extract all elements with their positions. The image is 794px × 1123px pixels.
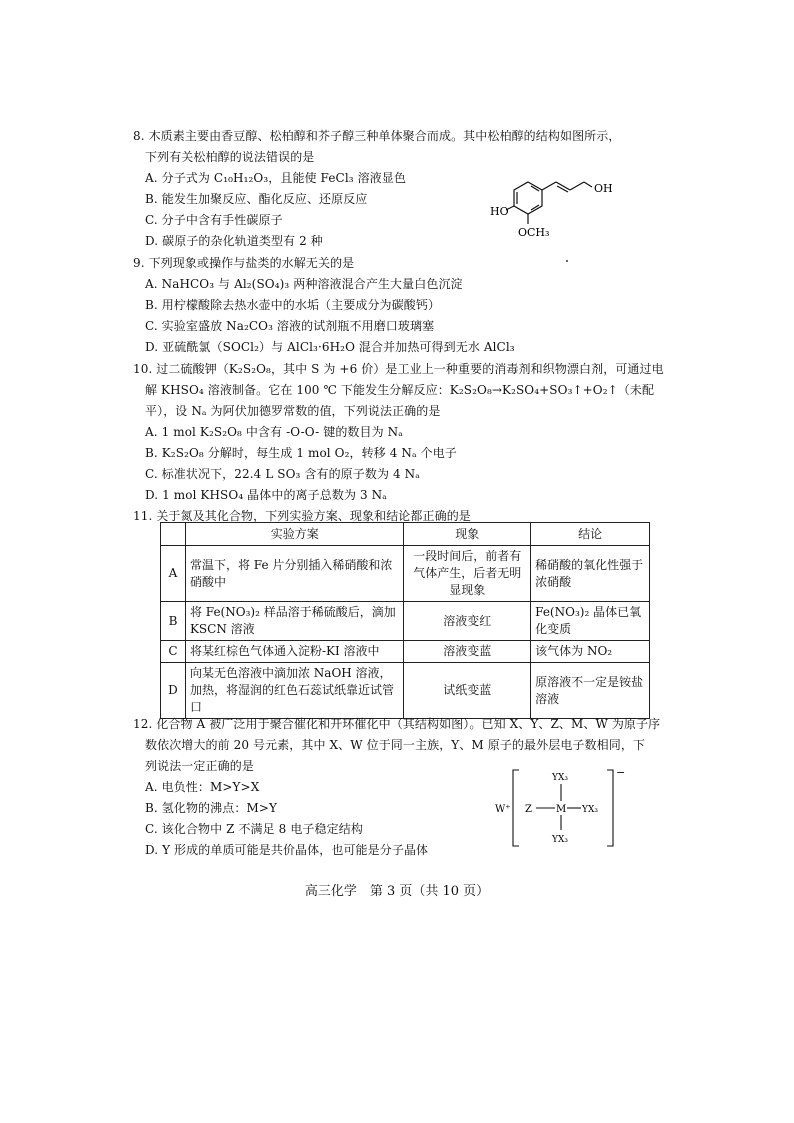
- q12-option-d: D. Y 形成的单质可能是共价晶体，也可能是分子晶体: [145, 843, 429, 857]
- table-row: [161, 641, 650, 663]
- row-conclusion: 稀硝酸的氧化性强于浓硝酸: [531, 546, 650, 602]
- table-row: [161, 602, 650, 641]
- q10-stem-line2: 解 KHSO₄ 溶液制备。它在 100 ℃ 下能发生分解反应：K₂S₂O₈→K₂SO₄+SO₃↑+O₂↑（未配: [145, 383, 655, 397]
- q9-option-d: D. 亚硫酰氯（SOCl₂）与 AlCl₃·6H₂O 混合并加热可得到无水 AlCl₃: [145, 340, 515, 354]
- yx3-top-label: YX₃: [552, 773, 568, 783]
- row-label: D: [161, 663, 186, 719]
- yx3-right-label: YX₃: [582, 805, 598, 815]
- row-label: B: [161, 602, 186, 641]
- row-phenomenon: 溶液变蓝: [404, 641, 531, 663]
- q12-option-b: B. 氢化物的沸点：M>Y: [145, 801, 278, 815]
- experiment-table: [160, 522, 650, 719]
- row-conclusion: Fe(NO₃)₂ 晶体已氧化变质: [531, 602, 650, 641]
- row-phenomenon: 一段时间后，前者有气体产生，后者无明显现象: [404, 546, 531, 602]
- q10-option-a: A. 1 mol K₂S₂O₈ 中含有 -O-O- 键的数目为 Nₐ: [145, 425, 403, 439]
- row-phenomenon: 溶液变红: [404, 602, 531, 641]
- table-row: [161, 663, 650, 719]
- q10-option-b: B. K₂S₂O₈ 分解时，每生成 1 mol O₂，转移 4 Nₐ 个电子: [145, 446, 457, 460]
- q8-stem-line1: 8. 木质素主要由香豆醇、松柏醇和芥子醇三种单体聚合而成。其中松柏醇的结构如图所示，: [133, 129, 621, 143]
- q12-option-c: C. 该化合物中 Z 不满足 8 电子稳定结构: [145, 822, 363, 836]
- q8-option-d: D. 碳原子的杂化轨道类型有 2 种: [145, 234, 323, 248]
- table-header-row: [161, 523, 650, 546]
- row-plan: 常温下，将 Fe 片分别插入稀硝酸和浓硝酸中: [185, 546, 404, 602]
- q8-option-c: C. 分子中含有手性碳原子: [145, 213, 283, 227]
- q9-option-c: C. 实验室盛放 Na₂CO₃ 溶液的试剂瓶不用磨口玻璃塞: [145, 319, 435, 333]
- q12-stem-line2: 数依次增大的前 20 号元素，其中 X、W 位于同一主族，Y、M 原子的最外层电子数相同，下: [145, 738, 646, 752]
- page-footer: 高三化学 第 3 页（共 10 页）: [304, 884, 490, 899]
- header-label: [161, 523, 186, 546]
- q10-stem-line3: 平），设 Nₐ 为阿伏加德罗常数的值，下列说法正确的是: [145, 404, 441, 418]
- header-phenomenon: 现象: [404, 523, 531, 546]
- table-row: [161, 546, 650, 602]
- row-plan: 将 Fe(NO₃)₂ 样品溶于稀硫酸后，滴加 KSCN 溶液: [185, 602, 404, 641]
- row-conclusion: 该气体为 NO₂: [531, 641, 650, 663]
- q12-option-a: A. 电负性：M>Y>X: [145, 780, 260, 794]
- q11-stem: 11. 关于氮及其化合物，下列实验方案、现象和结论都正确的是: [133, 509, 471, 523]
- oh-label: OH: [594, 182, 613, 195]
- yx3-bottom-label: YX₃: [552, 835, 568, 845]
- ho-label: HO: [490, 205, 509, 218]
- row-plan: 向某无色溶液中滴加浓 NaOH 溶液，加热，将湿润的红色石蕊试纸靠近试管口: [185, 663, 404, 719]
- q10-option-d: D. 1 mol KHSO₄ 晶体中的离子总数为 3 Nₐ: [145, 488, 387, 502]
- compound-a-structure: [495, 768, 645, 848]
- och3-label: OCH₃: [518, 226, 550, 239]
- row-label: C: [161, 641, 186, 663]
- q12-stem-line1: 12. 化合物 A 被广泛用于聚合催化和开环催化中（其结构如图）。已知 X、Y、Z、M、W 为原子序: [133, 717, 661, 731]
- charge-label: −: [616, 768, 626, 779]
- q10-option-c: C. 标准状况下，22.4 L SO₃ 含有的原子数为 4 Nₐ: [145, 467, 420, 481]
- row-conclusion: 原溶液不一定是铵盐溶液: [531, 663, 650, 719]
- header-plan: 实验方案: [185, 523, 404, 546]
- q8-option-b: B. 能发生加聚反应、酯化反应、还原反应: [145, 192, 368, 206]
- q9-stem: 9. 下列现象或操作与盐类的水解无关的是: [133, 256, 355, 270]
- q8-stem-line2: 下列有关松柏醇的说法错误的是: [145, 150, 315, 164]
- row-phenomenon: 试纸变蓝: [404, 663, 531, 719]
- q12-stem-line3: 列说法一定正确的是: [145, 759, 254, 773]
- q8-option-a: A. 分子式为 C₁₀H₁₂O₃，且能使 FeCl₃ 溶液显色: [145, 171, 406, 185]
- q9-option-a: A. NaHCO₃ 与 Al₂(SO₄)₃ 两种溶液混合产生大量白色沉淀: [145, 277, 463, 291]
- row-label: A: [161, 546, 186, 602]
- q9-option-b: B. 用柠檬酸除去热水壶中的水垢（主要成分为碳酸钙）: [145, 298, 441, 312]
- z-label: Z: [525, 804, 532, 815]
- scan-speck: [566, 260, 568, 262]
- m-label: M: [556, 804, 567, 815]
- header-conclusion: 结论: [531, 523, 650, 546]
- row-plan: 将某红棕色气体通入淀粉-KI 溶液中: [185, 641, 404, 663]
- coniferyl-alcohol-structure: [488, 168, 628, 246]
- cation-label: W⁺: [495, 804, 511, 815]
- q10-stem-line1: 10. 过二硫酸钾（K₂S₂O₈，其中 S 为 +6 价）是工业上一种重要的消毒剂和织物漂白剂，可通过电: [133, 362, 664, 376]
